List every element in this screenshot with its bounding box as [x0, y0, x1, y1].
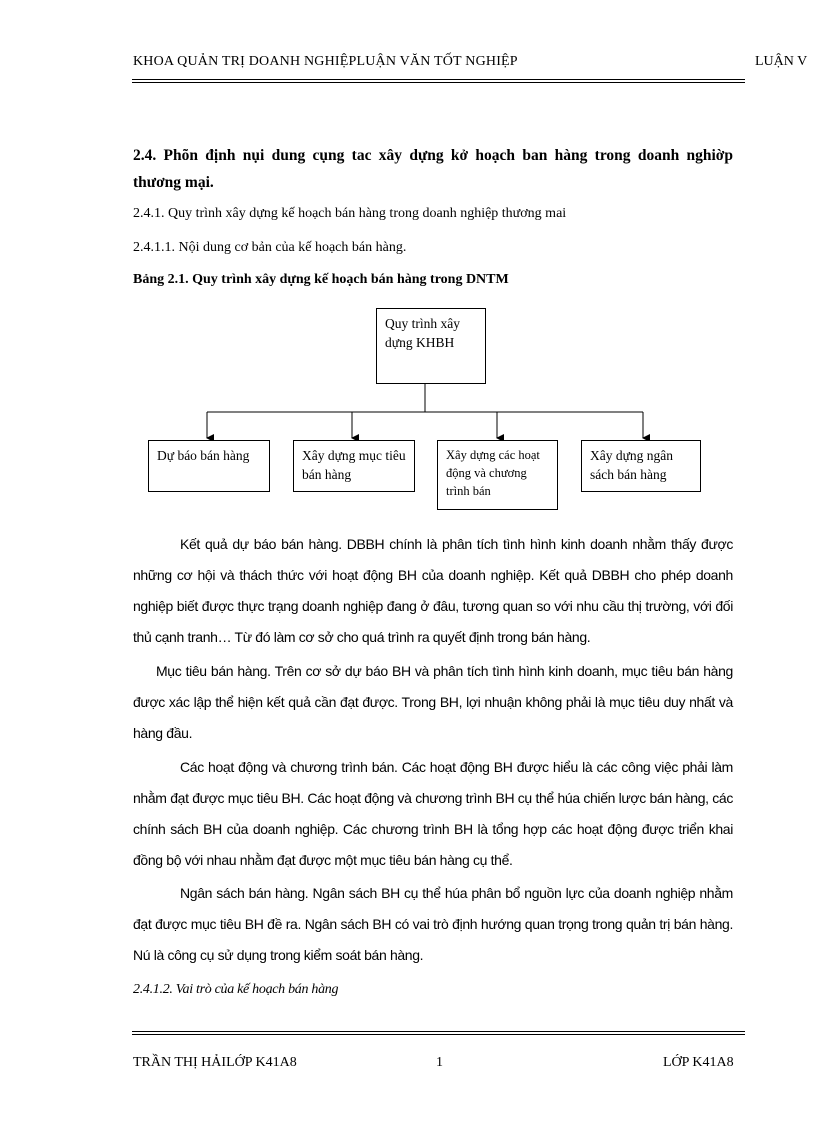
diagram-root-box: Quy trình xây dựng KHBH	[376, 308, 486, 384]
footer-rule-top	[132, 1031, 745, 1032]
paragraph-activities-programs: Các hoạt động và chương trình bán. Các hoạt động BH được hiểu là các công việc phải làm nhằm đạt được mục tiêu BH. Các hoạt động và chương trình BH cụ thể húa chiến lược bán hàng, các chính sách BH của doanh nghiệp. Các chương trình BH là tổng hợp các hoạt động được triển khai đồng bộ với nhau nhằm đạt được một mục tiêu bán hàng cụ thể.	[133, 759, 733, 868]
subheading-2-4-1-2: 2.4.1.2. Vai trò của kế hoạch bán hàng	[133, 982, 339, 997]
footer-page-number: 1	[436, 1055, 443, 1070]
diagram-child-box-2: Xây dựng mục tiêu bán hàng	[293, 440, 415, 492]
diagram-child-box-1: Dự báo bán hàng	[148, 440, 270, 492]
diagram-child-box-3: Xây dựng các hoạt động và chương trình bán	[437, 440, 558, 510]
paragraph-sales-budget: Ngân sách bán hàng. Ngân sách BH cụ thể húa phân bổ nguồn lực của doanh nghiệp nhằm đạt được mục tiêu BH đề ra. Ngân sách BH có vai trò định hướng quan trọng trong quản trị bán hàng. Nú là công cụ sử dụng trong kiểm soát bán hàng.	[133, 885, 733, 963]
header-left-text: KHOA QUẢN TRỊ DOANH NGHIỆPLUẬN VĂN TỐT NGHIỆP	[133, 54, 518, 69]
section-title: 2.4. Phõn định nụi dung cụng tac xây dựng kở hoạch ban hàng trong doanh nghiờp thương mại.	[133, 147, 733, 191]
paragraph-sales-objectives: Mục tiêu bán hàng. Trên cơ sở dự báo BH và phân tích tình hình kinh doanh, mục tiêu bán hàng được xác lập thể hiện kết quả cần đạt được. Trong BH, lợi nhuận không phải là mục tiêu duy nhất và hàng đầu.	[133, 663, 733, 741]
diagram-child-box-4: Xây dựng ngân sách bán hàng	[581, 440, 701, 492]
header-right-text: LUẬN V	[755, 54, 808, 69]
footer-right-text: LỚP K41A8	[663, 1055, 734, 1070]
subheading-2-4-1: 2.4.1. Quy trình xây dựng kế hoạch bán hàng trong doanh nghiệp thương mai	[133, 206, 567, 221]
table-caption: Bảng 2.1. Quy trình xây dựng kế hoạch bán hàng trong DNTM	[133, 272, 509, 287]
subheading-2-4-1-1: 2.4.1.1. Nội dung cơ bản của kế hoạch bán hàng.	[133, 240, 407, 255]
footer-left-text: TRẦN THỊ HẢILỚP K41A8	[133, 1055, 297, 1070]
footer-rule-bottom	[132, 1034, 745, 1035]
paragraph-sales-forecast: Kết quả dự báo bán hàng. DBBH chính là phân tích tình hình kinh doanh nhằm thấy được những cơ hội và thách thức với hoạt động BH của doanh nghiệp. Kết quả DBBH cho phép doanh nghiệp biết được thực trạng doanh nghiệp đang ở đâu, tương quan so với nhu cầu thị trường, với đối thủ cạnh tranh… Từ đó làm cơ sở cho quá trình ra quyết định trong bán hàng.	[133, 536, 733, 645]
